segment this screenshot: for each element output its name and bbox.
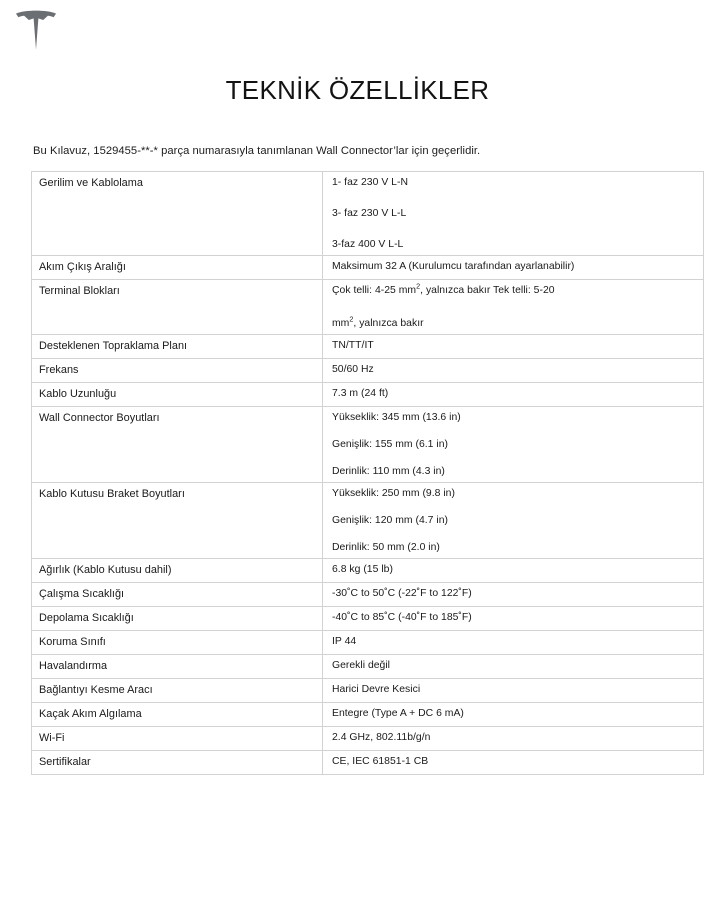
table-row xyxy=(32,280,704,335)
spec-value-lines xyxy=(332,612,703,623)
spec-value-lines xyxy=(332,388,703,399)
page-title: TEKNİK ÖZELLİKLER xyxy=(225,75,490,105)
spec-value-cell xyxy=(323,679,704,703)
spec-value-line: 50/60 Hz xyxy=(332,364,374,375)
spec-value-cell xyxy=(323,280,704,335)
spec-value-line: IP 44 xyxy=(332,636,357,647)
table-row xyxy=(32,359,704,383)
spec-value-lines xyxy=(332,412,703,477)
spec-value-line: Entegre (Type A + DC 6 mA) xyxy=(332,708,464,719)
spec-value-cell xyxy=(323,407,704,483)
spec-value-line: -40˚C to 85˚C (-40˚F to 185˚F) xyxy=(332,612,472,623)
spec-label-cell: Wi-Fi xyxy=(32,727,323,751)
table-row xyxy=(32,256,704,280)
table-row xyxy=(32,172,704,256)
spec-value-cell xyxy=(323,631,704,655)
spec-value-line: Derinlik: 110 mm (4.3 in) xyxy=(332,466,445,477)
spec-label-cell: Wall Connector Boyutları xyxy=(32,407,323,483)
intro-paragraph: Bu Kılavuz, 1529455-**-* parça numarasıyla tanımlanan Wall Connector’lar için geçerlidir. xyxy=(33,145,481,157)
spec-value-line: Maksimum 32 A (Kurulumcu tarafından ayarlanabilir) xyxy=(332,261,575,272)
spec-label-cell: Kablo Kutusu Braket Boyutları xyxy=(32,483,323,559)
spec-label-cell: Frekans xyxy=(32,359,323,383)
spec-value-line: 3- faz 230 V L-L xyxy=(332,208,407,219)
spec-label-cell: Terminal Blokları xyxy=(32,280,323,335)
spec-label-cell: Havalandırma xyxy=(32,655,323,679)
spec-value-line: Yükseklik: 345 mm (13.6 in) xyxy=(332,412,461,423)
spec-label-cell: Ağırlık (Kablo Kutusu dahil) xyxy=(32,559,323,583)
spec-value-line: TN/TT/IT xyxy=(332,340,374,351)
specifications-table-body xyxy=(32,172,704,775)
spec-value-cell xyxy=(323,655,704,679)
spec-value-line: Genişlik: 120 mm (4.7 in) xyxy=(332,515,448,526)
spec-value-line: 3-faz 400 V L-L xyxy=(332,239,404,250)
spec-value-lines xyxy=(332,684,703,695)
spec-value-line: 2.4 GHz, 802.11b/g/n xyxy=(332,732,431,743)
spec-value-line: -30˚C to 50˚C (-22˚F to 122˚F) xyxy=(332,588,472,599)
spec-value-line: Genişlik: 155 mm (6.1 in) xyxy=(332,439,448,450)
spec-label-cell: Koruma Sınıfı xyxy=(32,631,323,655)
table-row xyxy=(32,383,704,407)
spec-value-cell xyxy=(323,383,704,407)
spec-value-line: Derinlik: 50 mm (2.0 in) xyxy=(332,542,440,553)
spec-value-lines xyxy=(332,660,703,671)
table-row xyxy=(32,335,704,359)
spec-value-cell xyxy=(323,583,704,607)
spec-label-cell: Kablo Uzunluğu xyxy=(32,383,323,407)
table-row xyxy=(32,703,704,727)
spec-value-line: Yükseklik: 250 mm (9.8 in) xyxy=(332,488,455,499)
spec-label-cell: Gerilim ve Kablolama xyxy=(32,172,323,256)
specifications-table xyxy=(31,171,704,775)
spec-value-lines xyxy=(332,732,703,743)
spec-value-line: $mm^2$, yalnızca bakır xyxy=(332,314,424,329)
spec-value-lines xyxy=(332,564,703,575)
spec-value-line: 1- faz 230 V L-N xyxy=(332,177,408,188)
spec-value-lines xyxy=(332,177,703,250)
spec-value-lines xyxy=(332,708,703,719)
table-row xyxy=(32,607,704,631)
spec-value-cell xyxy=(323,727,704,751)
spec-value-cell xyxy=(323,256,704,280)
spec-value-lines xyxy=(332,364,703,375)
spec-value-cell xyxy=(323,751,704,775)
spec-value-cell xyxy=(323,359,704,383)
spec-value-line: Çok telli: 4-25 $mm^2$, yalnızca bakır Tek telli: 5-20 xyxy=(332,281,555,296)
table-row xyxy=(32,631,704,655)
spec-label-cell: Depolama Sıcaklığı xyxy=(32,607,323,631)
spec-value-lines xyxy=(332,488,703,553)
spec-label-cell: Akım Çıkış Aralığı xyxy=(32,256,323,280)
spec-label-cell: Desteklenen Topraklama Planı xyxy=(32,335,323,359)
spec-value-cell xyxy=(323,483,704,559)
spec-value-line: Harici Devre Kesici xyxy=(332,684,421,695)
table-row xyxy=(32,727,704,751)
spec-value-line: Gerekli değil xyxy=(332,660,391,671)
spec-label-cell: Bağlantıyı Kesme Aracı xyxy=(32,679,323,703)
spec-value-line: CE, IEC 61851-1 CB xyxy=(332,756,429,767)
spec-label-cell: Kaçak Akım Algılama xyxy=(32,703,323,727)
spec-value-cell xyxy=(323,335,704,359)
table-row xyxy=(32,751,704,775)
spec-value-lines xyxy=(332,340,703,351)
spec-value-line: 6.8 kg (15 lb) xyxy=(332,564,393,575)
spec-value-cell xyxy=(323,172,704,256)
spec-value-lines xyxy=(332,588,703,599)
spec-value-line: 7.3 m (24 ft) xyxy=(332,388,389,399)
spec-value-lines xyxy=(332,281,703,329)
spec-label-cell: Çalışma Sıcaklığı xyxy=(32,583,323,607)
spec-value-cell xyxy=(323,703,704,727)
spec-value-lines xyxy=(332,261,703,272)
table-row xyxy=(32,407,704,483)
spec-value-lines xyxy=(332,636,703,647)
table-row xyxy=(32,655,704,679)
spec-label-cell: Sertifikalar xyxy=(32,751,323,775)
table-row xyxy=(32,679,704,703)
table-row xyxy=(32,583,704,607)
table-row xyxy=(32,483,704,559)
spec-value-cell xyxy=(323,559,704,583)
spec-value-cell xyxy=(323,607,704,631)
table-row xyxy=(32,559,704,583)
spec-value-lines xyxy=(332,756,703,767)
tesla-logo xyxy=(12,8,60,52)
